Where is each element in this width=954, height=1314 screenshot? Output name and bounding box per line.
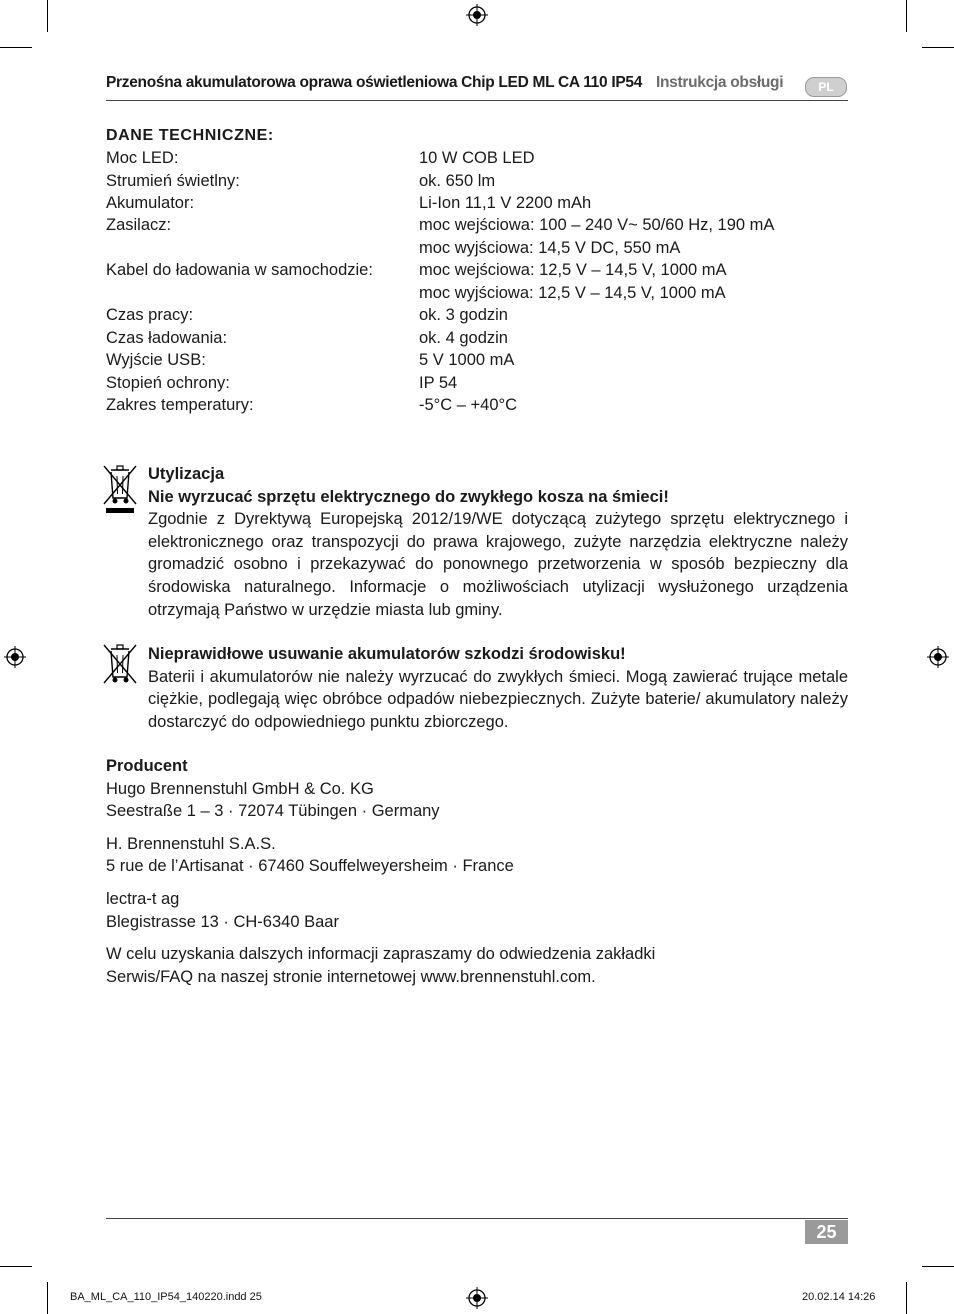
- battery-section: [148, 643, 848, 733]
- spec-value: ok. 3 godzin: [419, 306, 508, 324]
- slug-datetime: 20.02.14 14:26: [802, 1291, 876, 1303]
- registration-mark-icon: [4, 646, 26, 668]
- crop-mark: [47, 1282, 48, 1314]
- producer-line: H. Brennenstuhl S.A.S.: [106, 835, 276, 853]
- spec-label: Zasilacz:: [106, 216, 172, 234]
- crop-mark: [906, 1282, 907, 1314]
- spec-value: Li-Ion 11,1 V 2200 mAh: [419, 194, 592, 212]
- spec-label: Kabel do ładowania w samochodzie:: [106, 261, 373, 279]
- disposal-warning: Nie wyrzucać sprzętu elektrycznego do zwykłego kosza na śmieci!: [148, 487, 669, 506]
- crop-mark: [47, 0, 48, 32]
- spec-value: 10 W COB LED: [419, 149, 535, 167]
- registration-mark-icon: [927, 646, 949, 668]
- producer-title: Producent: [106, 757, 188, 775]
- spec-value: ok. 4 godzin: [419, 329, 508, 347]
- slug-filename: BA_ML_CA_110_IP54_140220.indd 25: [70, 1291, 262, 1303]
- spec-value: -5°C – +40°C: [419, 396, 518, 414]
- spec-label: Zakres temperatury:: [106, 396, 254, 414]
- spec-value: moc wyjściowa: 14,5 V DC, 550 mA: [419, 239, 681, 257]
- disposal-title: Utylizacja: [148, 465, 225, 483]
- crop-mark: [906, 0, 907, 32]
- disposal-text: Zgodnie z Dyrektywą Europejską 2012/19/WE dotyczącą zużytego sprzętu elektrycznego i elektronicznego oraz transpozycji do prawa krajowego, zużyte narzędzia elektryczne należy gromadzić osobno i przekazywać do ponownego przetworzenia w sposób bezpieczny dla środowiska naturalnego. Informacje o możliwościach utylizacji wysłużonego urządzenia otrzymają Państwo w urzędzie miasta lub gminy.: [148, 510, 848, 619]
- crossed-bin-icon: [101, 643, 139, 695]
- spec-label: Czas ładowania:: [106, 329, 228, 347]
- info-line: Serwis/FAQ na naszej stronie internetowej www.brennenstuhl.com.: [106, 968, 596, 986]
- crop-mark: [922, 1266, 954, 1267]
- spec-label: Akumulator:: [106, 194, 195, 212]
- producer-line: 5 rue de l’Artisanat · 67460 Souffelweyersheim · France: [106, 857, 514, 875]
- spec-value: moc wejściowa: 100 – 240 V~ 50/60 Hz, 190 mA: [419, 216, 775, 234]
- crop-mark: [0, 1266, 32, 1267]
- spec-value: moc wejściowa: 12,5 V – 14,5 V, 1000 mA: [419, 261, 727, 279]
- spec-value: ok. 650 lm: [419, 172, 496, 190]
- producer-line: Seestraße 1 – 3 · 72074 Tübingen · Germany: [106, 802, 440, 820]
- page-number: 25: [805, 1220, 848, 1244]
- specs-title: DANE TECHNICZNE:: [106, 127, 274, 144]
- spec-label: Wyjście USB:: [106, 351, 206, 369]
- battery-title: Nieprawidłowe usuwanie akumulatorów szkodzi środowisku!: [148, 645, 626, 663]
- battery-text: Baterii i akumulatorów nie należy wyrzucać do zwykłych śmieci. Mogą zawierać trujące metale ciężkie, podlegają więc obróbce odpadów niebezpiecznych. Zużyte baterie/ akumulatory należy dostarczyć do odpowiedniego punktu zbiorczego.: [148, 667, 848, 731]
- header-divider: [106, 100, 848, 101]
- document-subtitle: Instrukcja obsługi: [656, 74, 784, 91]
- spec-label: Strumień świetlny:: [106, 172, 240, 190]
- info-line: W celu uzyskania dalszych informacji zapraszamy do odwiedzenia zakładki: [106, 945, 656, 963]
- producer-line: Hugo Brennenstuhl GmbH & Co. KG: [106, 780, 374, 798]
- registration-mark-icon: [466, 4, 488, 26]
- registration-mark-icon: [466, 1287, 488, 1309]
- crop-mark: [922, 47, 954, 48]
- document-title: Przenośna akumulatorowa oprawa oświetleniowa Chip LED ML CA 110 IP54: [106, 74, 643, 91]
- producer-line: lectra-t ag: [106, 890, 180, 908]
- spec-value: 5 V 1000 mA: [419, 351, 515, 369]
- spec-label: Stopień ochrony:: [106, 374, 230, 392]
- spec-label: Moc LED:: [106, 149, 179, 167]
- language-badge: PL: [805, 77, 847, 97]
- crop-mark: [0, 47, 32, 48]
- footer-divider: [106, 1218, 848, 1219]
- disposal-section: [148, 463, 848, 621]
- crossed-bin-icon: [101, 464, 139, 516]
- spec-value: moc wyjściowa: 12,5 V – 14,5 V, 1000 mA: [419, 284, 726, 302]
- producer-line: Blegistrasse 13 · CH-6340 Baar: [106, 913, 339, 931]
- spec-value: IP 54: [419, 374, 458, 392]
- spec-label: Czas pracy:: [106, 306, 194, 324]
